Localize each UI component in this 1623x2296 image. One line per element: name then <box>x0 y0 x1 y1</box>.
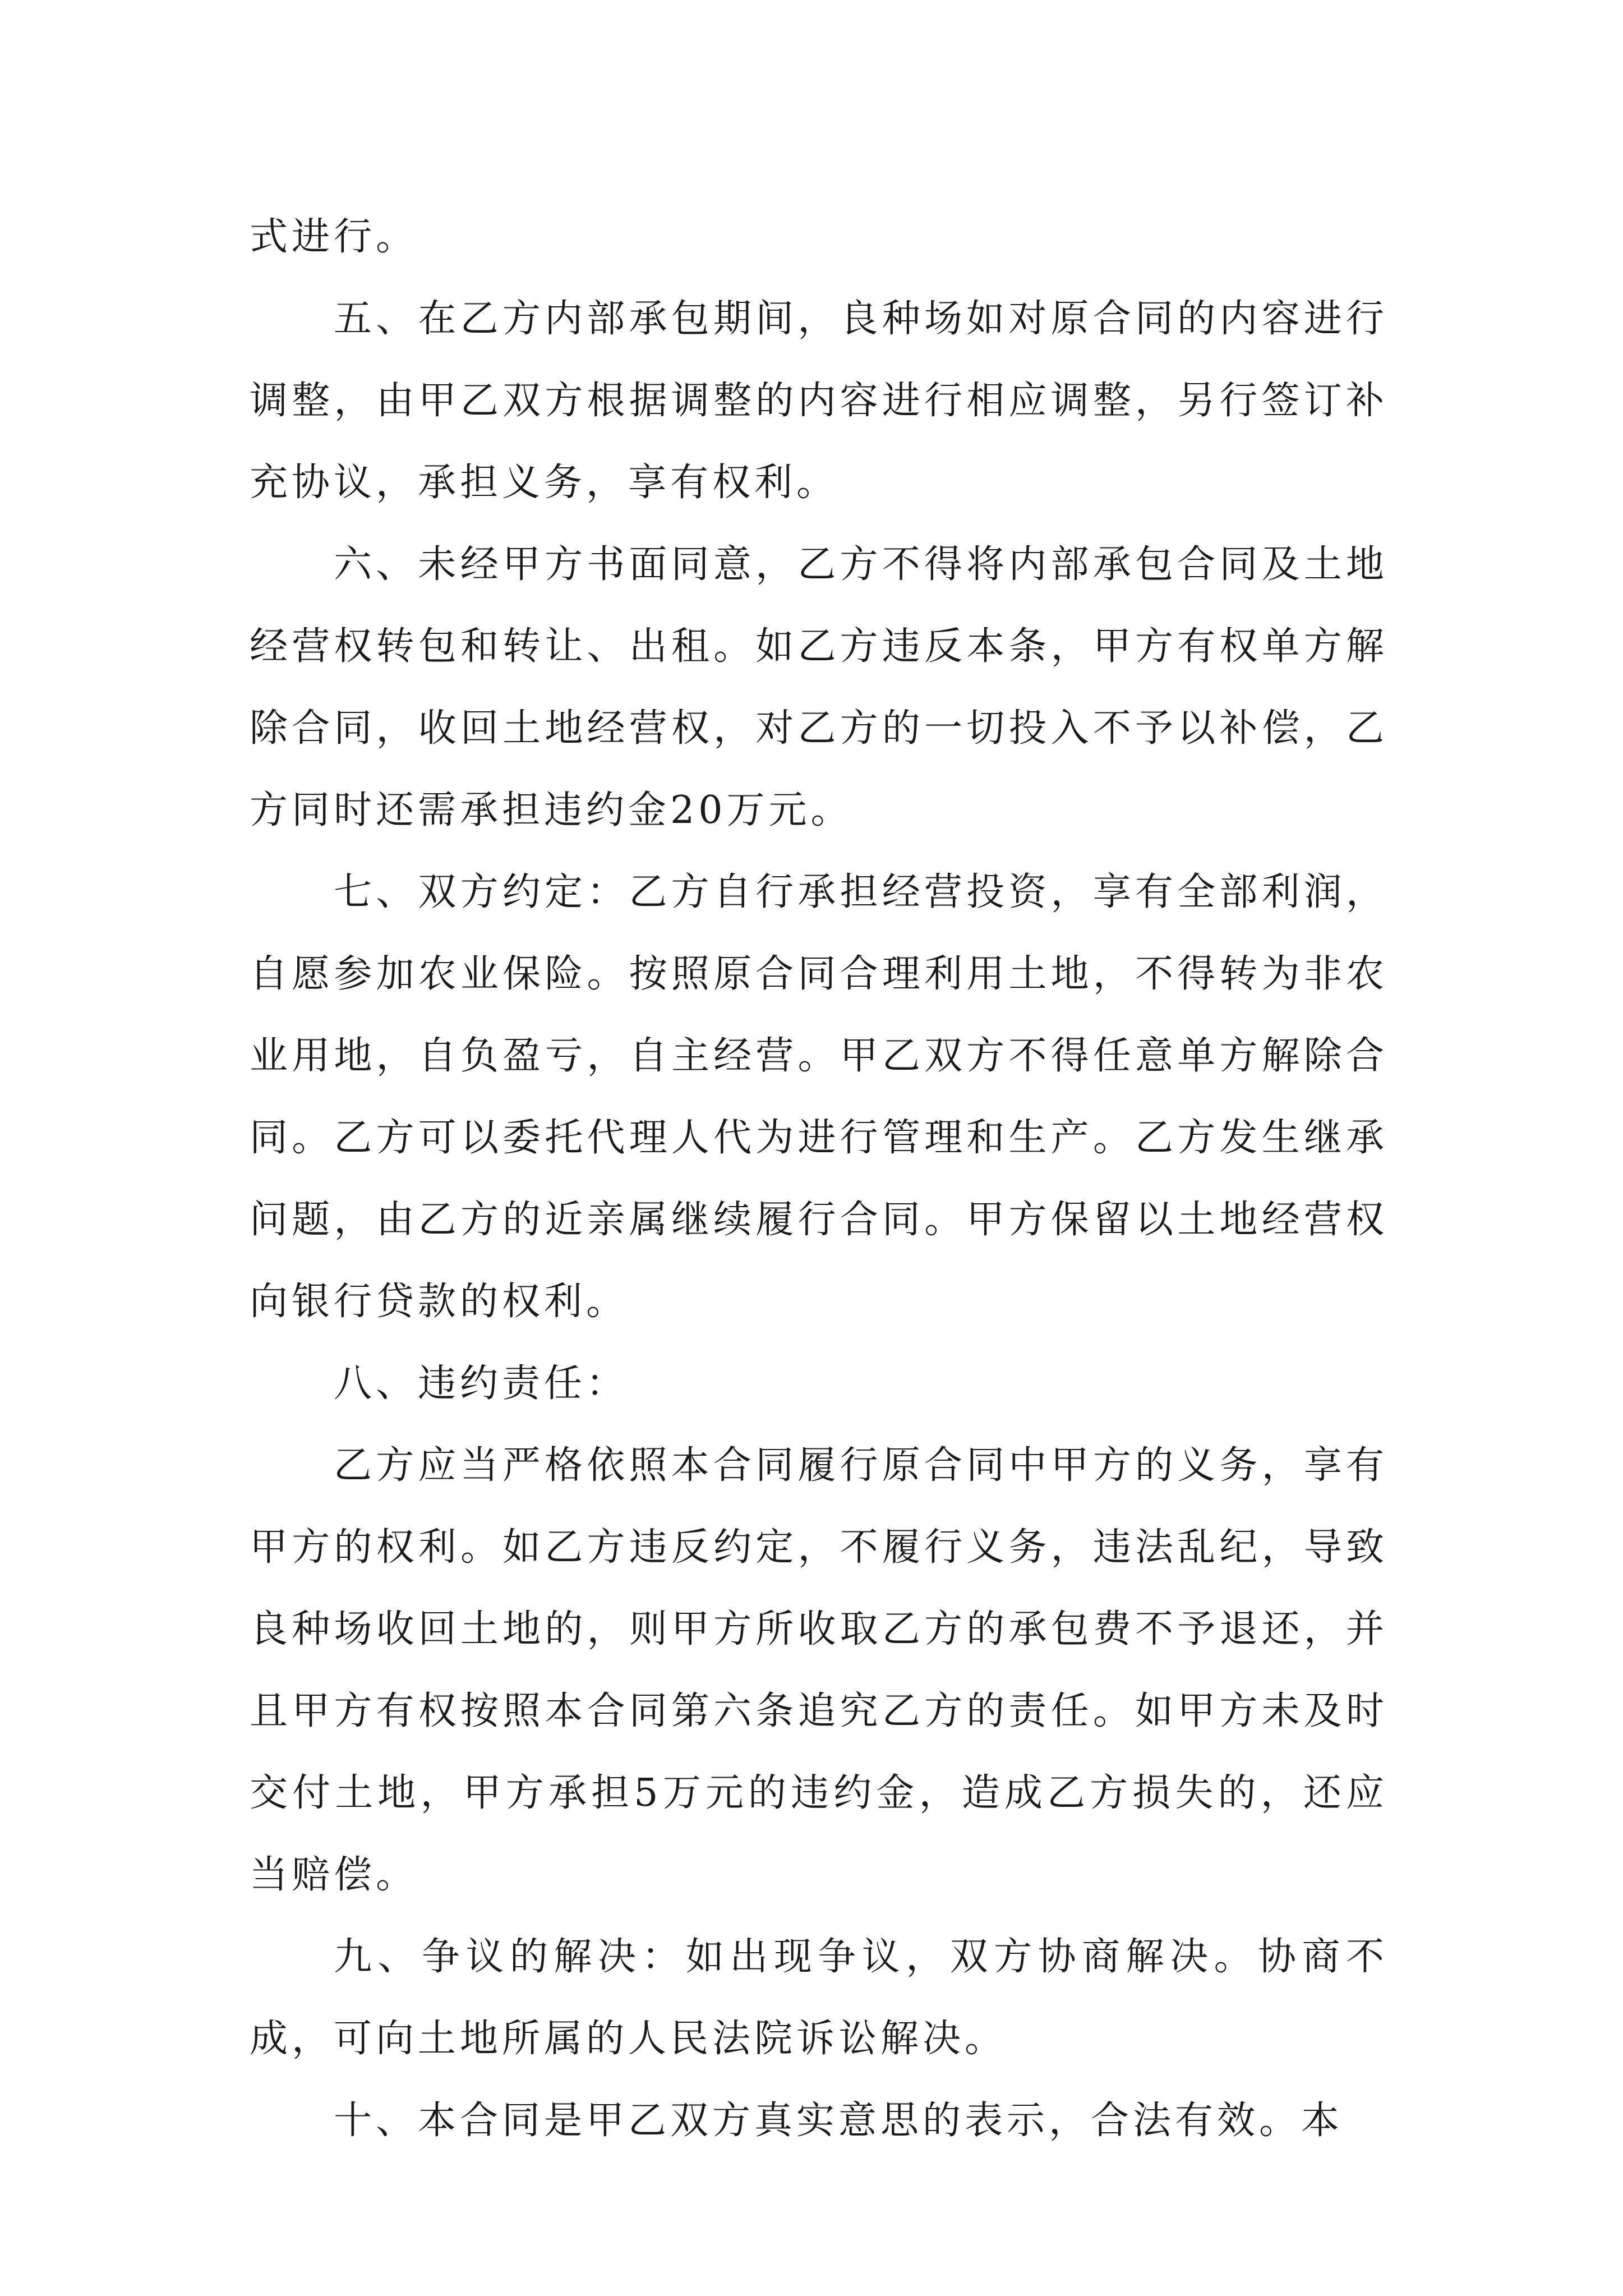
paragraph-clause-9: 九、争议的解决：如出现争议，双方协商解决。协商不成，可向土地所属的人民法院诉讼解决。 <box>250 1935 1388 2061</box>
contract-body <box>250 196 1388 2162</box>
paragraph-continuation: 式进行。 <box>250 215 418 259</box>
paragraph-clause-8-body: 乙方应当严格依照本合同履行原合同中甲方的义务，享有甲方的权利。如乙方违反约定，不履行义务，违法乱纪，导致良种场收回土地的，则甲方所收取乙方的承包费不予退还，并且甲方有权按照本合同第六条追究乙方的责任。如甲方未及时交付土地，甲方承担5万元的违约金，造成乙方损失的，还应当赔偿。 <box>250 1443 1388 1897</box>
paragraph-clause-6: 六、未经甲方书面同意，乙方不得将内部承包合同及土地经营权转包和转让、出租。如乙方违反本条，甲方有权单方解除合同，收回土地经营权，对乙方的一切投入不予以补偿，乙方同时还需承担违约金20万元。 <box>250 542 1388 832</box>
paragraph-clause-10: 十、本合同是甲乙双方真实意思的表示，合法有效。本 <box>334 2099 1344 2143</box>
paragraph-clause-5: 五、在乙方内部承包期间，良种场如对原合同的内容进行调整，由甲乙双方根据调整的内容进行相应调整，另行签订补充协议，承担义务，享有权利。 <box>250 297 1388 505</box>
paragraph-clause-8-heading: 八、违约责任： <box>334 1361 629 1406</box>
paragraph-clause-7: 七、双方约定：乙方自行承担经营投资，享有全部利润，自愿参加农业保险。按照原合同合理利用土地，不得转为非农业用地，自负盈亏，自主经营。甲乙双方不得任意单方解除合同。乙方可以委托代理人代为进行管理和生产。乙方发生继承问题，由乙方的近亲属继续履行合同。甲方保留以土地经营权向银行贷款的权利。 <box>250 870 1388 1324</box>
